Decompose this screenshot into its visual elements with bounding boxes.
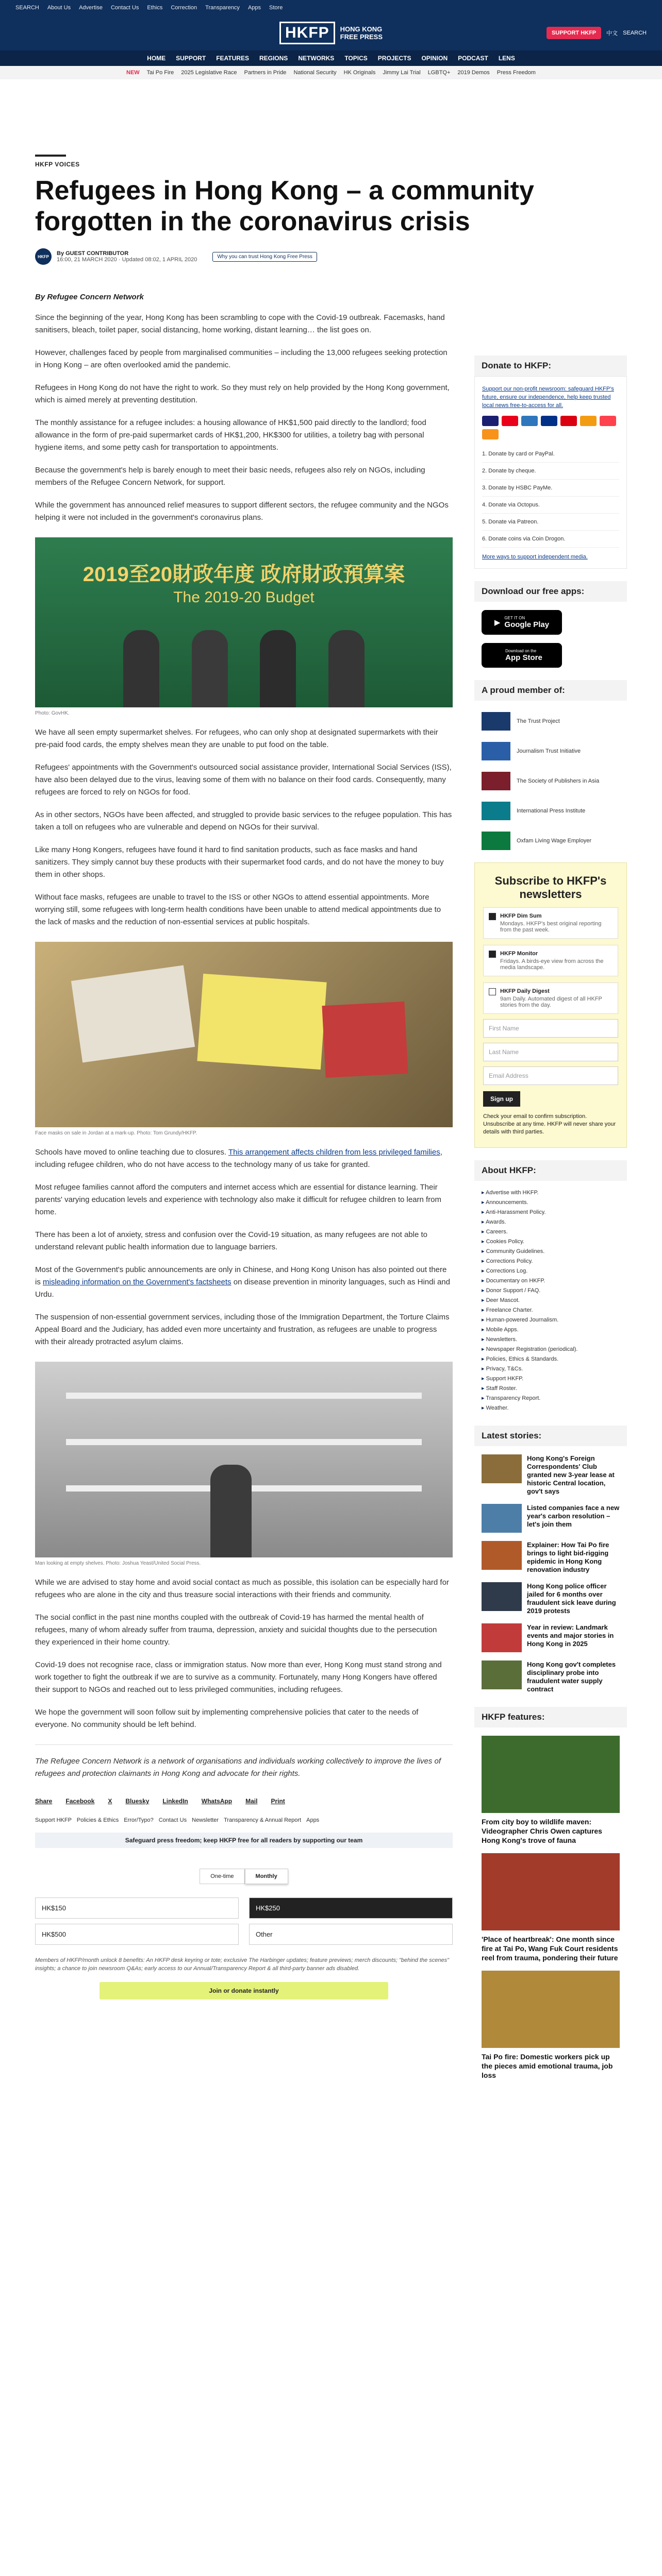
logo-mark: HKFP: [279, 22, 335, 44]
article-byline-org: By Refugee Concern Network: [35, 293, 144, 301]
author-name[interactable]: By GUEST CONTRIBUTOR: [57, 250, 129, 257]
footer-link[interactable]: Apps: [306, 1817, 320, 1823]
trending-link[interactable]: Press Freedom: [496, 70, 536, 76]
about-link[interactable]: ▸ Human-powered Journalism.: [482, 1315, 620, 1325]
topbar-link[interactable]: SEARCH: [15, 5, 39, 11]
site-header: [0, 15, 662, 50]
latest-story[interactable]: [482, 1582, 620, 1615]
nav-item[interactable]: TOPICS: [344, 55, 368, 62]
patreon-icon: [600, 416, 616, 426]
photo-caption: Face masks on sale in Jordan at a mark-up. Photo: Tom Grundy/HKFP.: [35, 1130, 197, 1136]
paragraph: While we are advised to stay home and avoid social contact as much as possible, this isolation can be especially hard for refugees who are alone in the city and thus treasure social interactions with their friends and community.: [35, 1578, 449, 1599]
story-title: Year in review: Landmark events and major stories in Hong Kong in 2025: [527, 1623, 614, 1648]
paragraph: The monthly assistance for a refugee includes: a housing allowance of HK$1,500 paid directly to the landlord; food allowance in the form of pre-paid supermarket cards of HK$1,200, HK$300 for utilities, a toiletry bag with personal hygiene items, and some petty cash for transportation to appointments.: [35, 418, 426, 452]
share-link[interactable]: Share: [35, 1798, 53, 1805]
member-name: Oxfam Living Wage Employer: [517, 838, 592, 844]
octopus-icon: [580, 416, 597, 426]
newsletter-desc: Mondays. HKFP's best original reporting from the past week.: [500, 921, 602, 933]
paragraph: The suspension of non-essential government services, including those of the Immigration Department, the Torture Claims Appeal Board and the Judiciary, has added even more uncertainty and frustration, as refugees are unable to progress with their already protracted asylum claims.: [35, 1313, 450, 1346]
paragraph: Like many Hong Kongers, refugees have found it hard to find sanitation products, such as face masks and hand sanitizers. They simply cannot buy these products with their supermarket food cards, and do not have the money to buy them in other shops.: [35, 845, 444, 879]
feature-image: [482, 1971, 620, 2048]
story-title: Hong Kong's Foreign Correspondents' Club granted new 3-year lease at historic Central location, gov't says: [527, 1454, 615, 1495]
member-logo: [482, 772, 510, 790]
amount-option[interactable]: Other: [249, 1924, 453, 1945]
nav-item[interactable]: LENS: [498, 55, 515, 62]
footer-link[interactable]: Policies & Ethics: [76, 1817, 119, 1823]
topbar-link[interactable]: Advertise: [79, 5, 103, 11]
paragraph: We hope the government will soon follow suit by implementing comprehensive policies that cater to the needs of everyone. No community should be left behind.: [35, 1708, 419, 1729]
about-link[interactable]: ▸ Anti-Harassment Policy.: [482, 1208, 620, 1217]
donate-method[interactable]: 4. Donate via Octopus.: [482, 497, 619, 514]
as-small: Download on the: [505, 649, 537, 653]
support-hkfp-button[interactable]: SUPPORT HKFP: [547, 27, 601, 39]
paragraph: The social conflict in the past nine months coupled with the outbreak of Covid-19 has harmed the mental health of refugees, many of whom already suffer from trauma, depression, anxiety and suicidal thoughts due to the persecution they experienced in their home country.: [35, 1613, 437, 1647]
amount-option[interactable]: HK$500: [35, 1924, 239, 1945]
chinese-language-link[interactable]: 中文: [606, 30, 618, 37]
feature-title: Tai Po fire: Domestic workers pick up the pieces amid emotional trauma, job loss: [482, 2053, 613, 2079]
trending-link[interactable]: Tai Po Fire: [146, 70, 174, 76]
nav-item[interactable]: FEATURES: [216, 55, 249, 62]
google-play-button[interactable]: [482, 610, 562, 635]
topbar-link[interactable]: Ethics: [147, 5, 163, 11]
about-list: [474, 1181, 627, 1420]
paragraph: Covid-19 does not recognise race, class or immigration status. Now more than ever, Hong Kong must stand strong and work together to fight the outbreak if we are to survive as a community. Fortunately, many Hong Kongers have offered their support to NGOs and reached out to less privileged communities, including refugees.: [35, 1660, 442, 1694]
member-logo: [482, 802, 510, 820]
member-org[interactable]: [482, 772, 620, 790]
topbar-link[interactable]: Contact Us: [110, 5, 139, 11]
sidebar: [474, 355, 627, 2080]
mastercard-icon: [502, 416, 518, 426]
about-link[interactable]: ▸ Announcements.: [482, 1198, 620, 1208]
share-link[interactable]: Print: [271, 1798, 285, 1805]
member-org[interactable]: [482, 802, 620, 820]
newsletter-name: HKFP Dim Sum: [500, 913, 542, 919]
bitcoin-icon: [482, 429, 499, 439]
nav-item[interactable]: NETWORKS: [298, 55, 335, 62]
footer-link[interactable]: Contact Us: [158, 1817, 187, 1823]
monthly-tab[interactable]: Monthly: [245, 1869, 288, 1884]
nav-item[interactable]: REGIONS: [259, 55, 288, 62]
share-link[interactable]: WhatsApp: [201, 1798, 233, 1805]
factsheets-link[interactable]: misleading information on the Government's factsheets: [43, 1278, 231, 1286]
member-name: Journalism Trust Initiative: [517, 748, 581, 754]
about-link[interactable]: ▸ Staff Roster.: [482, 1384, 620, 1394]
donate-method[interactable]: 2. Donate by cheque.: [482, 463, 619, 480]
as-label: App Store: [505, 653, 542, 662]
member-logo: [482, 832, 510, 850]
feature-image: [482, 1853, 620, 1930]
paragraph: While the government has announced relief measures to support different sectors, the refugee community and the NGOs helping it were not included in the government's coronavirus plans.: [35, 501, 449, 522]
trending-link[interactable]: National Security: [293, 70, 337, 76]
newsletter-box: [474, 862, 627, 1148]
signup-button[interactable]: Sign up: [483, 1091, 520, 1107]
share-bar: [35, 1798, 453, 1805]
payment-cards: [482, 416, 619, 439]
topbar-link[interactable]: Store: [269, 5, 283, 11]
new-badge: NEW: [126, 70, 140, 76]
paragraph: Without face masks, refugees are unable to travel to the ISS or other NGOs to attend essential appointments. More worrying still, some refugees with long-term health conditions have been unable to attend medical appointments due to the lack of masks and the reduction of non-essential services at public hospitals.: [35, 893, 441, 926]
feature-story[interactable]: [482, 1853, 620, 1962]
about-link[interactable]: ▸ Freelance Charter.: [482, 1306, 620, 1315]
newsletter-name: HKFP Monitor: [500, 951, 538, 957]
paragraph: However, challenges faced by people from marginalised communities – including the 13,000 refugees seeking protection in Hong Kong – are often overlooked amid the pandemic.: [35, 348, 448, 369]
about-link[interactable]: ▸ Advertise with HKFP.: [482, 1188, 620, 1198]
nav-item[interactable]: PROJECTS: [377, 55, 411, 62]
budget-photo: [35, 537, 453, 707]
trending-link[interactable]: HK Originals: [343, 70, 376, 76]
topbar-link[interactable]: Correction: [171, 5, 197, 11]
features-heading: HKFP features:: [474, 1707, 627, 1727]
member-org[interactable]: [482, 742, 620, 760]
member-org[interactable]: [482, 712, 620, 731]
newsletter-desc: Fridays. A birds-eye view from across the media landscape.: [500, 958, 604, 971]
share-link[interactable]: Facebook: [65, 1798, 95, 1805]
newsletter-title: Subscribe to HKFP's newsletters: [494, 874, 607, 901]
empty-shelves-photo: [35, 1362, 453, 1557]
paragraph: We have all seen empty supermarket shelves. For refugees, who can only shop at designated supermarkets with their pre-paid food cards, the empty shelves mean they are unable to put food on the table.: [35, 728, 438, 749]
feature-title: 'Place of heartbreak': One month since fire at Tai Po, Wang Fuk Court residents reel from trauma, pondering their future: [482, 1935, 618, 1962]
logo-line2: FREE PRESS: [340, 33, 383, 41]
donate-method[interactable]: 1. Donate by card or PayPal.: [482, 446, 619, 463]
story-thumbnail: [482, 1504, 522, 1533]
latest-heading: Latest stories:: [474, 1426, 627, 1446]
author-avatar: HKFP: [35, 248, 52, 265]
footer-link[interactable]: Support HKFP: [35, 1817, 72, 1823]
paragraph: Refugees' appointments with the Government's outsourced social assistance provider, International Social Services (ISS), have also been delayed due to the virus, leaving some of them with no balance on their food cards. Consequently, many refugees are forced to rely on NGOs for food.: [35, 763, 452, 796]
story-thumbnail: [482, 1660, 522, 1689]
latest-story[interactable]: [482, 1504, 620, 1533]
one-time-tab[interactable]: One-time: [200, 1869, 244, 1884]
app-store-button[interactable]: [482, 643, 562, 668]
about-link[interactable]: ▸ Policies, Ethics & Standards.: [482, 1354, 620, 1364]
about-link[interactable]: ▸ Weather.: [482, 1403, 620, 1413]
about-link[interactable]: ▸ Cookies Policy.: [482, 1237, 620, 1247]
nav-item[interactable]: SUPPORT: [176, 55, 206, 62]
donate-method[interactable]: 5. Donate via Patreon.: [482, 514, 619, 531]
story-title: Hong Kong gov't completes disciplinary probe into fraudulent water supply contract: [527, 1660, 616, 1693]
donate-method[interactable]: 3. Donate by HSBC PayMe.: [482, 480, 619, 497]
story-thumbnail: [482, 1623, 522, 1652]
member-name: The Society of Publishers in Asia: [517, 778, 600, 784]
story-thumbnail: [482, 1541, 522, 1570]
photo-caption: Man looking at empty shelves. Photo: Joshua Yeast/United Social Press.: [35, 1561, 201, 1566]
about-link[interactable]: ▸ Privacy, T&Cs.: [482, 1364, 620, 1374]
paragraph: Most refugee families cannot afford the computers and internet access which are essential for distance learning. Their parents' varying education levels and experience with technology also make it difficult for refugee children to learn from home.: [35, 1183, 442, 1216]
budget-banner-en: The 2019-20 Budget: [173, 589, 315, 606]
story-title: Explainer: How Tai Po fire brings to light bid-rigging epidemic in Hong Kong renovation industry: [527, 1541, 609, 1573]
about-link[interactable]: ▸ Awards.: [482, 1217, 620, 1227]
story-title: Hong Kong police officer jailed for 6 months over fraudulent sick leave during 2019 protests: [527, 1582, 616, 1615]
about-link[interactable]: ▸ Support HKFP.: [482, 1374, 620, 1384]
trending-link[interactable]: 2019 Demos: [457, 70, 490, 76]
paragraph: Since the beginning of the year, Hong Kong has been scrambling to cope with the Covid-19 outbreak. Facemasks, hand sanitisers, bleach, toilet paper, social distancing, home working, distant learning… the list goes on.: [35, 313, 445, 334]
privileged-families-link[interactable]: This arrangement affects children from less privileged families: [228, 1148, 440, 1157]
about-link[interactable]: ▸ Newspaper Registration (periodical).: [482, 1345, 620, 1354]
article-title: Refugees in Hong Kong – a community forgotten in the coronavirus crisis: [35, 176, 534, 236]
member-org[interactable]: [482, 832, 620, 850]
topbar-link[interactable]: Apps: [247, 5, 261, 11]
about-heading: About HKFP:: [474, 1160, 627, 1181]
face-mask-photo: [35, 942, 453, 1127]
main-nav: [0, 50, 662, 66]
about-link[interactable]: ▸ Careers.: [482, 1227, 620, 1237]
publish-date: 16:00, 21 MARCH 2020 · Updated 08:02, 1 APRIL 2020: [57, 257, 197, 263]
trending-link[interactable]: 2025 Legislative Race: [181, 70, 237, 76]
feature-story[interactable]: [482, 1971, 620, 2080]
more-ways-link[interactable]: More ways to support independent media.: [482, 554, 588, 560]
gp-label: Google Play: [504, 620, 550, 629]
photo-caption: Photo: GovHK.: [35, 710, 70, 716]
latest-story[interactable]: [482, 1454, 620, 1496]
email-input[interactable]: Email Address: [483, 1066, 618, 1085]
member-name: International Press Institute: [517, 808, 586, 814]
members-benefits-note: Members of HKFP/month unlock 8 benefits: An HKFP desk keyring or tote; exclusive The Harbinger updates; feature previews; merch discounts; "behind the scenes" insights; a chance to join newsroom Q&As; early access to our Annual/Transparency Report & all third-party banner ads disabled.: [35, 1957, 450, 1972]
amount-option[interactable]: HK$150: [35, 1897, 239, 1919]
trust-link[interactable]: Why you can trust Hong Kong Free Press: [212, 252, 317, 262]
nav-item[interactable]: PODCAST: [458, 55, 488, 62]
newsletter-desc: 9am Daily. Automated digest of all HKFP stories from the day.: [500, 996, 602, 1008]
header-search-button[interactable]: SEARCH: [623, 30, 647, 36]
visa-icon: [482, 416, 499, 426]
footer-link[interactable]: Transparency & Annual Report: [224, 1817, 302, 1823]
paragraph-text: , including refugee children, who do not have access to the technology many of us take for granted.: [35, 1148, 442, 1169]
paragraph: There has been a lot of anxiety, stress and confusion over the Covid-19 situation, as many refugees are not able to understand relevant public health information due to language barriers.: [35, 1230, 428, 1251]
article-footer-links: [35, 1817, 453, 1823]
story-thumbnail: [482, 1582, 522, 1611]
paragraph: Refugees in Hong Kong do not have the right to work. So they must rely on help provided by the Hong Kong government, which is aimed merely at preventing destitution.: [35, 383, 450, 404]
newsletter-note: Check your email to confirm subscription. Unsubscribe at any time. HKFP will never share your details with third parties.: [483, 1113, 616, 1135]
checkbox[interactable]: [489, 988, 496, 995]
paragraph: The Refugee Concern Network is a network of organisations and individuals working collectively to improve the lives of refugees and protection claimants in Hong Kong and advocate for their rights.: [35, 1757, 441, 1778]
donate-text[interactable]: Support our non-profit newsroom: safeguard HKFP's future, ensure our independence, help keep trusted local news free-to-access for all.: [482, 386, 614, 409]
story-thumbnail: [482, 1454, 522, 1483]
donation-amounts: [35, 1897, 453, 1945]
amex-icon: [521, 416, 538, 426]
latest-story[interactable]: [482, 1660, 620, 1693]
nav-item[interactable]: HOME: [147, 55, 166, 62]
nav-item[interactable]: OPINION: [421, 55, 448, 62]
about-link[interactable]: ▸ Newsletters.: [482, 1335, 620, 1345]
trending-link[interactable]: Jimmy Lai Trial: [383, 70, 421, 76]
about-link[interactable]: ▸ Documentary on HKFP.: [482, 1276, 620, 1286]
budget-banner-cn: 2019至20財政年度 政府財政預算案: [82, 563, 405, 586]
topbar-link[interactable]: Transparency: [205, 5, 240, 11]
officials-figures: [107, 625, 380, 707]
paragraph: [35, 1264, 453, 1301]
newsletter-option[interactable]: [483, 907, 618, 939]
footer-link[interactable]: Newsletter: [192, 1817, 219, 1823]
member-name: The Trust Project: [517, 718, 560, 724]
first-name-input[interactable]: First Name: [483, 1019, 618, 1038]
donate-heading: Donate to HKFP:: [474, 355, 627, 376]
share-link[interactable]: Bluesky: [125, 1798, 150, 1805]
paragraph-text: Most of the Government's public announcements are only in Chinese, and Hong Kong Unison has also pointed out there is: [35, 1265, 447, 1286]
newsletter-option[interactable]: [483, 982, 618, 1014]
join-donate-button[interactable]: Join or donate instantly: [100, 1982, 388, 1999]
share-link[interactable]: LinkedIn: [162, 1798, 188, 1805]
amount-option[interactable]: HK$250: [249, 1897, 453, 1919]
story-title: Listed companies face a new year's carbon resolution – let's join them: [527, 1504, 620, 1528]
share-link[interactable]: Mail: [245, 1798, 258, 1805]
about-link[interactable]: ▸ Mobile Apps.: [482, 1325, 620, 1335]
article-kicker[interactable]: HKFP VOICES: [35, 155, 66, 168]
checkbox[interactable]: [489, 913, 496, 920]
donate-box: [474, 376, 627, 569]
about-link[interactable]: ▸ Transparency Report.: [482, 1394, 620, 1403]
last-name-input[interactable]: Last Name: [483, 1043, 618, 1061]
byline: [35, 248, 453, 265]
about-link[interactable]: ▸ Corrections Log.: [482, 1266, 620, 1276]
about-link[interactable]: ▸ Donor Support / FAQ.: [482, 1286, 620, 1296]
share-link[interactable]: X: [108, 1798, 112, 1805]
paragraph: Because the government's help is barely enough to meet their basic needs, refugees also rely on NGOs, including members of the Refugee Concern Network, for support.: [35, 466, 425, 487]
feature-image: [482, 1736, 620, 1813]
latest-story[interactable]: [482, 1541, 620, 1574]
payme-icon: [560, 416, 577, 426]
gp-small: GET IT ON: [504, 616, 525, 620]
feature-title: From city boy to wildlife maven: Videographer Chris Owen captures Hong Kong's trove of fauna: [482, 1818, 602, 1844]
top-utility-bar: [0, 0, 662, 15]
topbar-link[interactable]: About Us: [47, 5, 71, 11]
member-heading: A proud member of:: [474, 680, 627, 701]
about-link[interactable]: ▸ Deer Mascot.: [482, 1296, 620, 1306]
paragraph: [35, 1146, 453, 1171]
paypal-icon: [541, 416, 557, 426]
safeguard-banner[interactable]: Safeguard press freedom; keep HKFP free for all readers by supporting our team: [35, 1833, 453, 1848]
newsletter-name: HKFP Daily Digest: [500, 988, 550, 994]
feature-story[interactable]: [482, 1736, 620, 1845]
play-icon: ▶: [494, 618, 501, 627]
logo-line1: HONG KONG: [340, 25, 383, 33]
site-logo[interactable]: [279, 22, 383, 44]
about-link[interactable]: ▸ Community Guidelines.: [482, 1247, 620, 1257]
apps-heading: Download our free apps:: [474, 581, 627, 602]
paragraph: As in other sectors, NGOs have been affected, and struggled to provide basic services to the refugee population. This has taken a toll on refugees who are vulnerable and depend on NGOs for their survival.: [35, 810, 452, 832]
footer-link[interactable]: Error/Typo?: [124, 1817, 154, 1823]
donate-method[interactable]: 6. Donate coins via Coin Drogon.: [482, 531, 619, 548]
donation-frequency: [35, 1869, 453, 1884]
trending-link[interactable]: LGBTQ+: [427, 70, 451, 76]
member-logo: [482, 712, 510, 731]
about-link[interactable]: ▸ Corrections Policy.: [482, 1257, 620, 1266]
paragraph-text: on disease prevention in minority languages, such as Hindi and Urdu.: [35, 1278, 450, 1299]
member-logo: [482, 742, 510, 760]
paragraph-text: Schools have moved to online teaching due to closures.: [35, 1148, 228, 1157]
newsletter-option[interactable]: [483, 945, 618, 976]
trending-link[interactable]: Partners in Pride: [244, 70, 287, 76]
checkbox[interactable]: [489, 951, 496, 958]
latest-story[interactable]: [482, 1623, 620, 1652]
trending-bar: [0, 66, 662, 79]
